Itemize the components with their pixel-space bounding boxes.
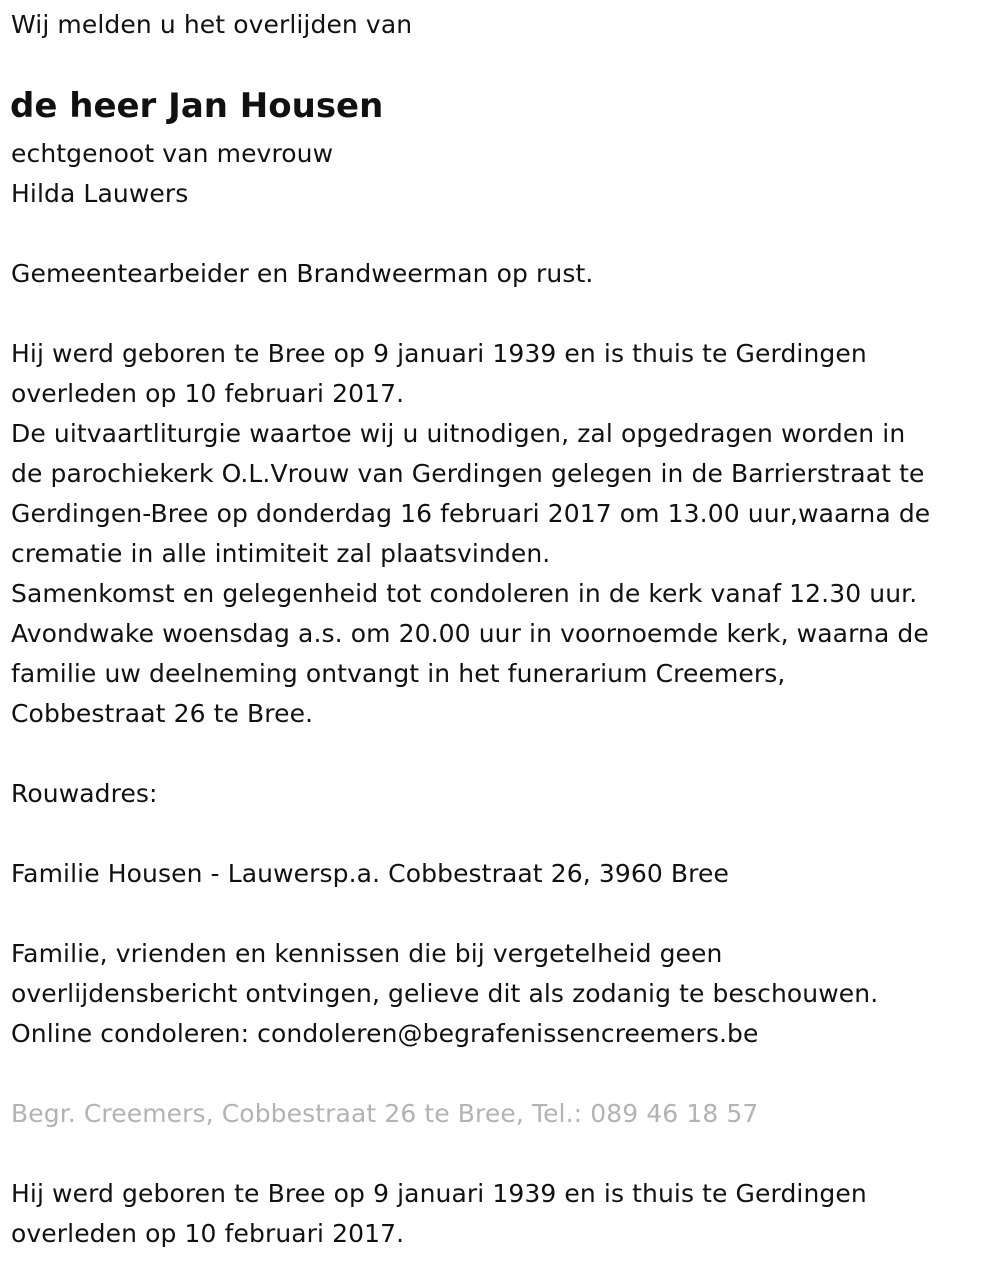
online-condolence-line: Online condoleren: condoleren@begrafenissencreemers.be: [11, 1019, 759, 1048]
mourning-address-label: Rouwadres:: [11, 779, 158, 808]
details-line: Avondwake woensdag a.s. om 20.00 uur in voornoemde kerk, waarna de: [11, 619, 929, 648]
intro-text: Wij melden u het overlijden van: [11, 10, 413, 39]
details-line: De uitvaartliturgie waartoe wij u uitnodigen, zal opgedragen worden in: [11, 419, 906, 448]
details-line: crematie in alle intimiteit zal plaatsvinden.: [11, 539, 551, 568]
details-line: de parochiekerk O.L.Vrouw van Gerdingen gelegen in de Barrierstraat te: [11, 459, 925, 488]
details-line: Samenkomst en gelegenheid tot condoleren in de kerk vanaf 12.30 uur.: [11, 579, 918, 608]
deceased-name: de heer Jan Housen: [10, 86, 384, 126]
details-line: Hij werd geboren te Bree op 9 januari 1939 en is thuis te Gerdingen: [11, 339, 867, 368]
details-line: overleden op 10 februari 2017.: [11, 379, 405, 408]
occupation-text: Gemeentearbeider en Brandweerman op rust.: [11, 259, 594, 288]
note-line: overlijdensbericht ontvingen, gelieve dit als zodanig te beschouwen.: [11, 979, 879, 1008]
mourning-address-value: Familie Housen - Lauwersp.a. Cobbestraat 26, 3960 Bree: [11, 859, 729, 888]
details-line: Cobbestraat 26 te Bree.: [11, 699, 314, 728]
details-line: familie uw deelneming ontvangt in het funerarium Creemers,: [11, 659, 786, 688]
funeral-home-info: Begr. Creemers, Cobbestraat 26 te Bree, Tel.: 089 46 18 57: [11, 1099, 759, 1128]
note-line: Familie, vrienden en kennissen die bij vergetelheid geen: [11, 939, 723, 968]
spouse-line-1: echtgenoot van mevrouw: [11, 139, 334, 168]
repeat-line: Hij werd geboren te Bree op 9 januari 1939 en is thuis te Gerdingen: [11, 1179, 867, 1208]
spouse-line-2: Hilda Lauwers: [11, 179, 189, 208]
details-line: Gerdingen-Bree op donderdag 16 februari 2017 om 13.00 uur,waarna de: [11, 499, 931, 528]
repeat-line: overleden op 10 februari 2017.: [11, 1219, 405, 1248]
